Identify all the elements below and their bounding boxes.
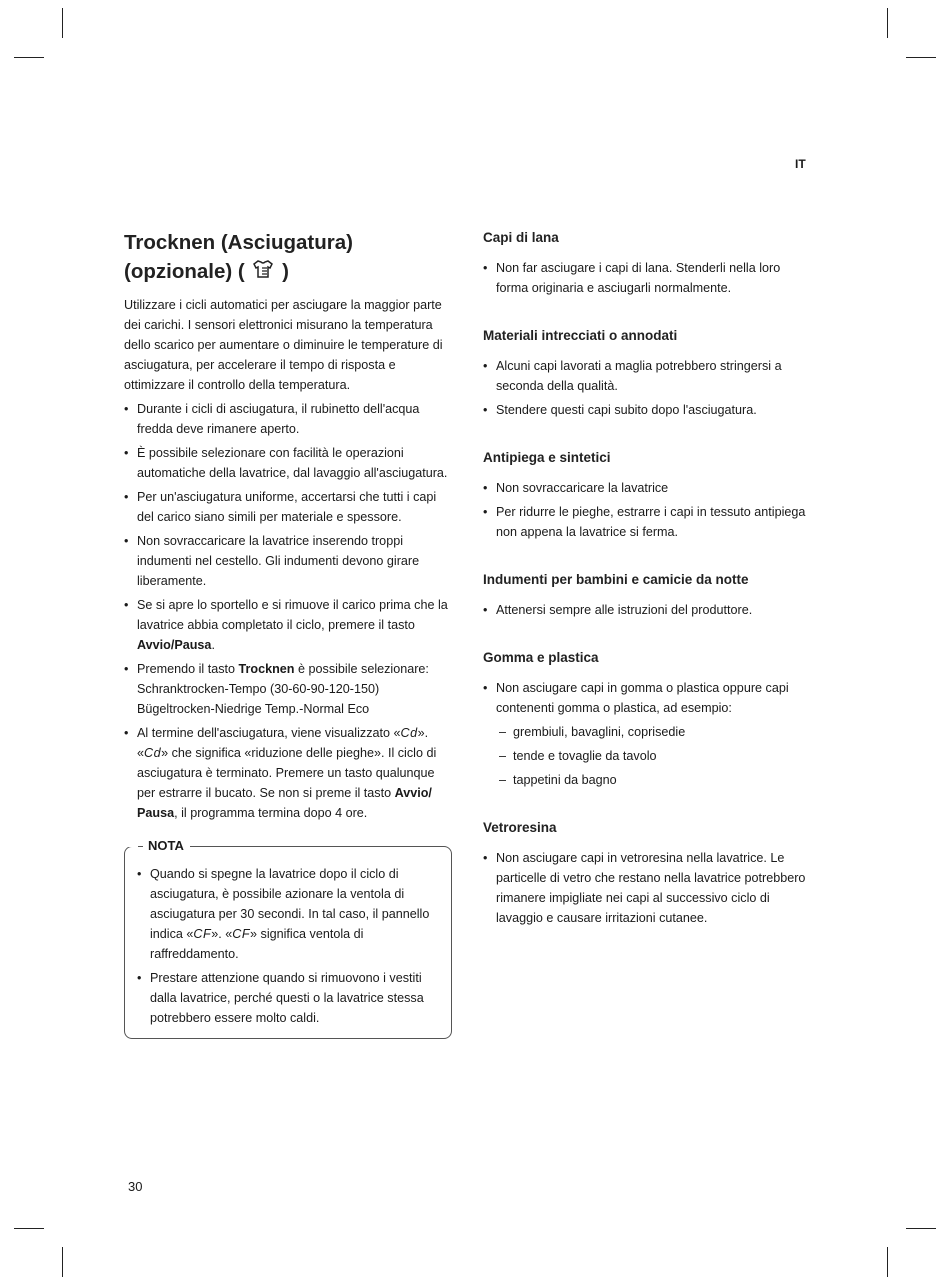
- section-heading: Gomma e plastica: [483, 650, 599, 665]
- right-column: [483, 228, 813, 956]
- list-item: – tende e tovaglie da tavolo: [496, 746, 813, 766]
- list-item: • Se si apre lo sportello e si rimuove il carico prima che la lavatrice abbia completato il ciclo, premere il tasto Avvio/Pausa.: [124, 595, 452, 655]
- page-number: 30: [128, 1179, 143, 1194]
- list-item: • È possibile selezionare con facilità le operazioni automatiche della lavatrice, dal lavaggio all'asciugatura.: [124, 443, 452, 483]
- list-item: • Prestare attenzione quando si rimuovono i vestiti dalla lavatrice, perché questi o la lavatrice stessa potrebbero essere molto caldi.: [137, 968, 439, 1028]
- list-item: • Premendo il tasto Trocknen è possibile selezionare: Schranktrocken-Tempo (30-60-90-120-150) Bügeltrocken-Niedrige Temp.-Normal Eco: [124, 659, 452, 719]
- crop-mark: [906, 1228, 936, 1229]
- list-item: • Attenersi sempre alle istruzioni del produttore.: [483, 600, 813, 620]
- drying-shirt-icon: [252, 258, 274, 287]
- display-code: Cd: [144, 746, 162, 761]
- drying-tips-list: [124, 399, 452, 823]
- section-knitted: [483, 326, 813, 420]
- section-rubber: [483, 648, 813, 790]
- section-heading: Vetroresina: [483, 820, 557, 835]
- list-item: • Stendere questi capi subito dopo l'asciugatura.: [483, 400, 813, 420]
- list-item: • Non asciugare capi in gomma o plastica oppure capi contenenti gomma o plastica, ad esempio: – grembiuli, bavaglini, coprisedie – tende e tovaglie da tavolo – tappetini da bagno: [483, 678, 813, 790]
- list-item: • Durante i cicli di asciugatura, il rubinetto dell'acqua fredda deve rimanere aperto.: [124, 399, 452, 439]
- crop-mark: [887, 8, 888, 38]
- list-item: • Quando si spegne la lavatrice dopo il ciclo di asciugatura, è possibile azionare la ventola di asciugatura per 30 secondi. In tal caso, il pannello indica «CF». «CF» significa ventola di raffreddamento.: [137, 864, 439, 964]
- list-item: • Non far asciugare i capi di lana. Stenderli nella loro forma originaria e asciugarli normalmente.: [483, 258, 813, 298]
- section-heading: Capi di lana: [483, 230, 559, 245]
- list-item: • Non sovraccaricare la lavatrice inserendo troppi indumenti nel cestello. Gli indumenti devono girare liberamente.: [124, 531, 452, 591]
- section-title: Trocknen (Asciugatura) (opzionale) ( ): [124, 228, 452, 287]
- section-synthetics: [483, 448, 813, 542]
- display-code: CF: [232, 927, 251, 942]
- crop-mark: [906, 57, 936, 58]
- crop-mark: [62, 8, 63, 38]
- display-code: CF: [193, 927, 212, 942]
- intro-paragraph: Utilizzare i cicli automatici per asciugare la maggior parte dei carichi. I sensori elettronici misurano la temperatura dello scarico per aumentare o diminuire le temperature di asciugatura, per accelerare il tempo di risposta e ottimizzare il controllo della temperatura.: [124, 298, 443, 393]
- crop-mark: [14, 1228, 44, 1229]
- list-item: – tappetini da bagno: [496, 770, 813, 790]
- list-item: • Alcuni capi lavorati a maglia potrebbero stringersi a seconda della qualità.: [483, 356, 813, 396]
- crop-mark: [62, 1247, 63, 1277]
- crop-mark: [14, 57, 44, 58]
- note-title: NOTA: [143, 837, 190, 855]
- section-wool: [483, 228, 813, 298]
- note-list: [137, 864, 439, 1028]
- section-heading: Indumenti per bambini e camicie da notte: [483, 572, 749, 587]
- list-item: • Per ridurre le pieghe, estrarre i capi in tessuto antipiega non appena la lavatrice si ferma.: [483, 502, 813, 542]
- section-heading: Materiali intrecciati o annodati: [483, 328, 678, 343]
- section-fiberglass: [483, 818, 813, 928]
- list-item: • Al termine dell'asciugatura, viene visualizzato «Cd». «Cd» che significa «riduzione delle pieghe». Il ciclo di asciugatura è terminato. Premere un tasto qualunque per estrarre il bucato. Se non si preme il tasto Avvio/ Pausa, il programma termina dopo 4 ore.: [124, 723, 452, 823]
- list-item: – grembiuli, bavaglini, coprisedie: [496, 722, 813, 742]
- section-heading: Antipiega e sintetici: [483, 450, 611, 465]
- section-children: [483, 570, 813, 620]
- note-box: [124, 838, 452, 1039]
- crop-mark: [887, 1247, 888, 1277]
- language-tag: IT: [795, 157, 806, 171]
- left-column: [124, 228, 452, 1039]
- list-item: • Non asciugare capi in vetroresina nella lavatrice. Le particelle di vetro che restano nella lavatrice potrebbero rimanere impigliate nei capi al successivo ciclo di lavaggio e causare irritazioni cutanee.: [483, 848, 813, 928]
- display-code: Cd: [400, 726, 418, 741]
- list-item: • Per un'asciugatura uniforme, accertarsi che tutti i capi del carico siano simili per materiale e spessore.: [124, 487, 452, 527]
- list-item: • Non sovraccaricare la lavatrice: [483, 478, 813, 498]
